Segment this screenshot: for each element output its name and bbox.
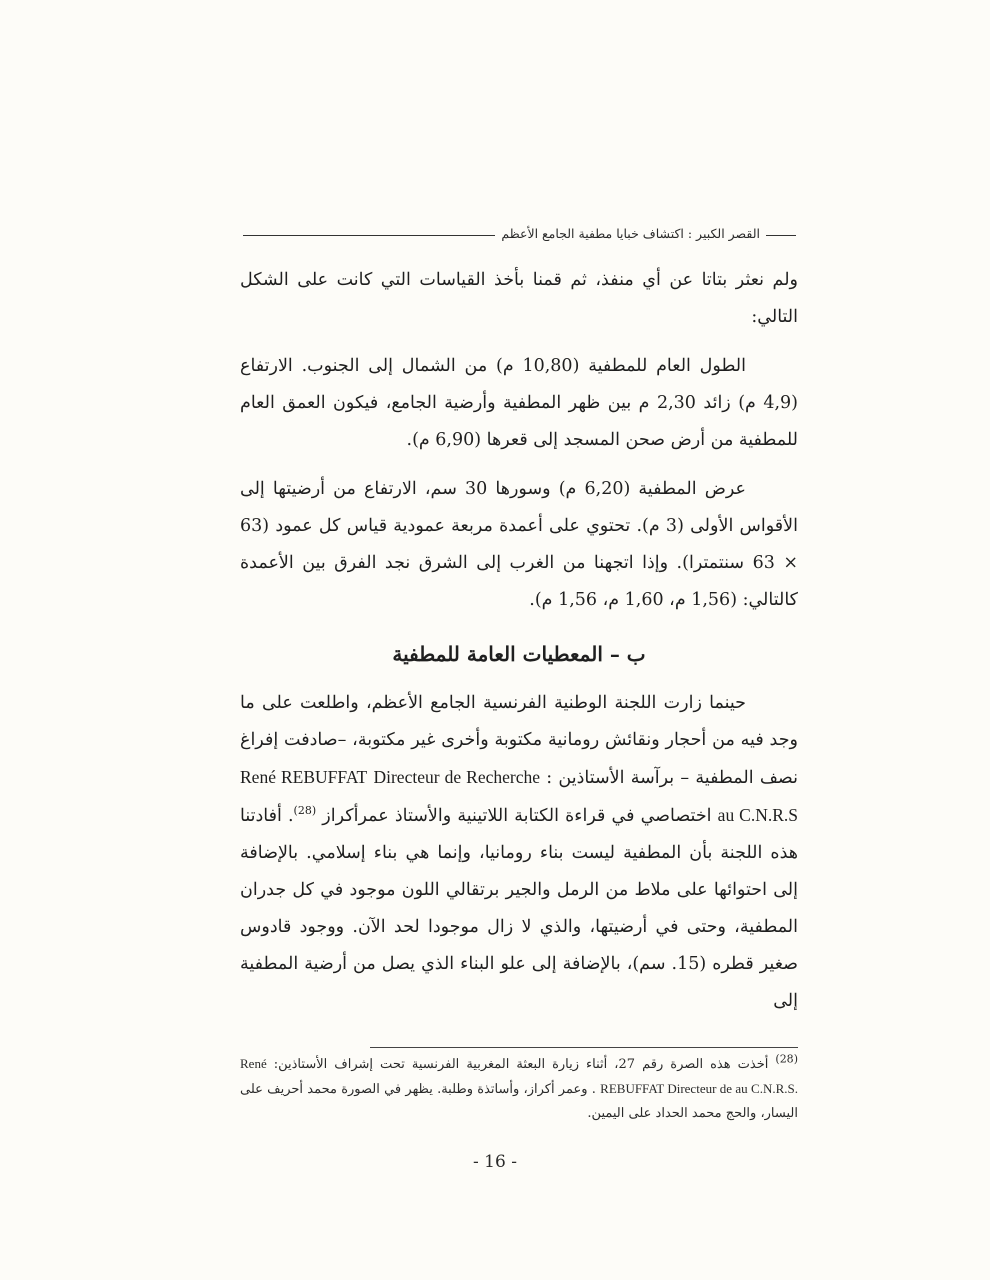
paragraph-4-part-b: اختصاصي في قراءة الكتابة اللاتينية والأستاذ عمرأكراز (322, 806, 712, 826)
running-header (243, 226, 796, 244)
footnote-reference[interactable]: (28) (293, 804, 317, 818)
footnotes (240, 1052, 798, 1126)
paragraph-4-part-c: . أفادتنا هذه اللجنة بأن المطفية ليست بناء رومانيا، وإنما هي بناء إسلامي. بالإضافة إلى احتوائها على ملاط من الرمل والجير برتقالي اللون موجود في كل جدران المطفية، وحتى في أرضيتها، والذي لا زال موجودا لحد الآن. ووجود قادوس صغير قطره (15. سم)، بالإضافة إلى علو البناء الذي يصل من أرضية المطفية إلى (240, 806, 798, 1011)
footnote-latin: René REBUFFAT Directeur de au C.N.R.S. (240, 1056, 798, 1096)
paragraph-2: الطول العام للمطفية (10,80 م) من الشمال إلى الجنوب. الارتفاع (4,9 م) زائد 2,30 م بين ظهر المطفية وأرضية الجامع، فيكون العمق العام للمطفية من أرض صحن المسجد إلى قعرها (6,90 م). (240, 356, 798, 450)
running-title: القصر الكبير : اكتشاف خبايا مطفية الجامع الأعظم (495, 226, 766, 241)
footnote-text-b: . وعمر أكراز، وأساتذة وطلبة. يظهر في الصورة محمد أحريف على اليسار، والحج محمد الحداد على اليمين. (240, 1082, 798, 1121)
footnote-marker: (28) (775, 1052, 798, 1066)
paragraph-1: ولم نعثر بتاتا عن أي منفذ، ثم قمنا بأخذ القياسات التي كانت على الشكل التالي: (240, 270, 798, 327)
footnote-rule (370, 1047, 798, 1048)
footnote-text-a: أخذت هذه الصرة رقم 27، أثناء زيارة البعثة المغربية الفرنسية تحت إشراف الأستاذين: (273, 1057, 769, 1072)
page-number: - 16 - (473, 1152, 517, 1172)
footnote-28 (240, 1052, 798, 1126)
paragraph-3: عرض المطفية (6,20 م) وسورها 30 سم، الارتفاع من أرضيتها إلى الأقواس الأولى (3 م). تحتوي على أعمدة مربعة عمودية قياس كل عمود (63 × 63 سنتمترا). وإذا اتجهنا من الغرب إلى الشرق نجد الفرق بين الأعمدة كالتالي: (1,56 م، 1,60 م، 1,56 م). (240, 479, 798, 610)
paragraph-4 (240, 685, 798, 1020)
section-heading: ب – المعطيات العامة للمطفية (392, 642, 646, 666)
paragraph-4-part-a: حينما زارت اللجنة الوطنية الفرنسية الجامع الأعظم، واطلعت على ما وجد فيه من أحجار ونقائش رومانية مكتوبة وأخرى غير مكتوبة، –صادفت إفراغ نصف المطفية – برآسة الأستاذين : (240, 693, 798, 788)
latin-title: Directeur de Recherche au C.N.R.S (373, 767, 798, 825)
body-text (240, 262, 798, 1032)
latin-name: René REBUFFAT (240, 767, 368, 787)
